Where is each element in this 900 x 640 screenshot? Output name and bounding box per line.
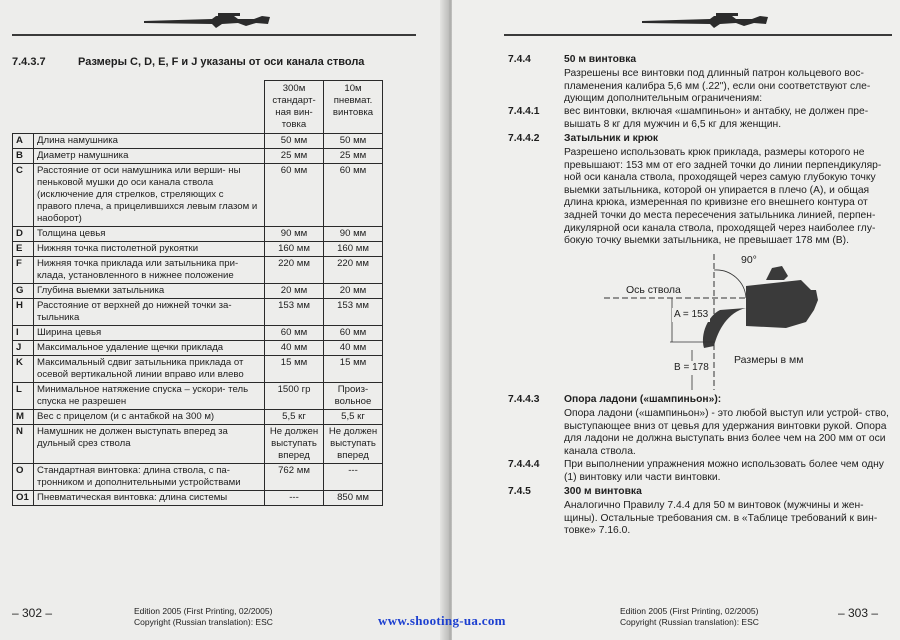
section-number: 7.4.4.3 bbox=[508, 394, 540, 405]
section-number: 7.4.4 bbox=[508, 54, 531, 65]
header-rule bbox=[504, 34, 892, 36]
row-description: Длина намушника bbox=[34, 134, 265, 149]
table-row bbox=[13, 326, 383, 341]
row-value-300m: 50 мм bbox=[265, 134, 324, 149]
row-value-300m: 25 мм bbox=[265, 149, 324, 164]
table-row bbox=[13, 227, 383, 242]
section-text: Опора ладони («шампиньон») - это любой выступ или устрой- ство, выступающее вниз от цевья для удержания винтовки рукой. Опора для ладони не должна выступать вниз более чем на 200 мм от оси канала ствола. bbox=[564, 408, 889, 457]
table-row bbox=[13, 284, 383, 299]
section-text: При выполнении упражнения можно использовать более чем одну (1) винтовку или части винтовки. bbox=[564, 459, 884, 483]
row-value-300m: 153 мм bbox=[265, 299, 324, 326]
table-row bbox=[13, 149, 383, 164]
section-heading bbox=[12, 56, 364, 68]
watermark-link[interactable]: www.shooting-ua.com bbox=[378, 613, 506, 628]
table-row bbox=[13, 410, 383, 425]
section-number: 7.4.4.4 bbox=[508, 459, 540, 470]
section-number: 7.4.3.7 bbox=[12, 56, 46, 68]
row-description: Минимальное натяжение спуска – ускори- тель спуска не разрешен bbox=[34, 383, 265, 410]
row-value-10m: 60 мм bbox=[324, 326, 383, 341]
row-key: M bbox=[13, 410, 34, 425]
section-number: 7.4.4.2 bbox=[508, 133, 540, 144]
table-row bbox=[13, 383, 383, 410]
row-value-300m: 40 мм bbox=[265, 341, 324, 356]
section-title: 50 м винтовка bbox=[564, 54, 637, 65]
copyright-text: Copyright (Russian translation): ESC bbox=[620, 617, 759, 627]
section-title: 300 м винтовка bbox=[564, 486, 642, 497]
row-value-300m: 20 мм bbox=[265, 284, 324, 299]
axis-label: Ось ствола bbox=[626, 284, 681, 296]
row-key: A bbox=[13, 134, 34, 149]
units-label: Размеры в мм bbox=[734, 354, 804, 366]
row-description: Глубина выемки затыльника bbox=[34, 284, 265, 299]
row-description: Ширина цевья bbox=[34, 326, 265, 341]
row-value-10m: 25 мм bbox=[324, 149, 383, 164]
row-key: B bbox=[13, 149, 34, 164]
row-key: F bbox=[13, 257, 34, 284]
table-row bbox=[13, 164, 383, 227]
page-number: – 302 – bbox=[12, 606, 53, 620]
row-value-10m: Произ- вольное bbox=[324, 383, 383, 410]
row-key: O1 bbox=[13, 491, 34, 506]
column-header-10m: 10м пневмат. винтовка bbox=[324, 81, 383, 134]
section-title: Затыльник и крюк bbox=[564, 133, 659, 144]
edition-text: Edition 2005 (First Printing, 02/2005) bbox=[620, 606, 759, 616]
row-description: Нижняя точка пистолетной рукоятки bbox=[34, 242, 265, 257]
table-header-row bbox=[13, 81, 383, 134]
table-row bbox=[13, 341, 383, 356]
row-value-10m: 15 мм bbox=[324, 356, 383, 383]
row-value-300m: 1500 гр bbox=[265, 383, 324, 410]
row-description: Стандартная винтовка: длина ствола, с па- тронником и дополнительными устройствами bbox=[34, 464, 265, 491]
section-text: вес винтовки, включая «шампиньон» и антабку, не должен пре- вышать 8 кг для мужчин и 6,5 кг для женщин. bbox=[564, 106, 869, 130]
row-key: L bbox=[13, 383, 34, 410]
row-description: Расстояние от верхней до нижней точки за- тыльника bbox=[34, 299, 265, 326]
dimensions-table bbox=[12, 80, 383, 506]
section-text: Разрешены все винтовки под длинный патрон кольцевого вос- пламенения калибра 5,6 мм (.22"), если они соответствуют сле- дующим дополнительным ограничениям: bbox=[564, 68, 871, 105]
row-key: H bbox=[13, 299, 34, 326]
header-rule bbox=[12, 34, 416, 36]
row-value-300m: Не должен выступать вперед bbox=[265, 425, 324, 464]
row-description: Намушник не должен выступать вперед за дульный срез ствола bbox=[34, 425, 265, 464]
row-key: J bbox=[13, 341, 34, 356]
table-row bbox=[13, 134, 383, 149]
angle-label: 90° bbox=[741, 254, 757, 266]
row-value-300m: 762 мм bbox=[265, 464, 324, 491]
table-row bbox=[13, 242, 383, 257]
row-description: Нижняя точка приклада или затыльника при- клада, установленного в нижнее положение bbox=[34, 257, 265, 284]
row-key: I bbox=[13, 326, 34, 341]
row-description: Расстояние от оси намушника или верши- ны пеньковой мушки до оси канала ствола (исключение для стрелков, стреляющих с правого плеча, а прицелившихся левым глазом и наоборот) bbox=[34, 164, 265, 227]
row-value-10m: 850 мм bbox=[324, 491, 383, 506]
row-value-10m: 50 мм bbox=[324, 134, 383, 149]
row-description: Диаметр намушника bbox=[34, 149, 265, 164]
row-value-10m: Не должен выступать вперед bbox=[324, 425, 383, 464]
section-text: Аналогично Правилу 7.4.4 для 50 м винтовок (мужчины и жен- щины). Остальные требования см. в «Таблице требований к вин- товке» 7.16.0. bbox=[564, 500, 878, 537]
row-description: Пневматическая винтовка: длина системы bbox=[34, 491, 265, 506]
row-value-300m: 60 мм bbox=[265, 326, 324, 341]
section-title: Размеры C, D, E, F и J указаны от оси канала ствола bbox=[78, 56, 365, 68]
dimension-b-label: B = 178 bbox=[674, 362, 709, 373]
section-text: Разрешено использовать крюк приклада, размеры которого не превышают: 153 мм от его задней точки до линии перпендикуляр- ной оси канала ствола, проходящей через самую глубокую точку выемки затыльника, которой он упирается в плечо (А), и общая длина крюка, измеренная по кривизне его внешнего контура от задней точки до места пересечения затыльника линией, перпен- дикулярной оси канала ствола, проходящей через наиболее глу- бокую точку выемки затыльника, не превышает 178 мм (В). bbox=[564, 147, 882, 247]
row-value-10m: 90 мм bbox=[324, 227, 383, 242]
section-number: 7.4.4.1 bbox=[508, 106, 540, 117]
row-key: G bbox=[13, 284, 34, 299]
row-value-300m: 220 мм bbox=[265, 257, 324, 284]
row-value-300m: 160 мм bbox=[265, 242, 324, 257]
row-description: Толщина цевья bbox=[34, 227, 265, 242]
row-value-10m: 160 мм bbox=[324, 242, 383, 257]
row-value-10m: 5,5 кг bbox=[324, 410, 383, 425]
table-row bbox=[13, 491, 383, 506]
row-key: K bbox=[13, 356, 34, 383]
row-value-10m: --- bbox=[324, 464, 383, 491]
row-value-300m: 90 мм bbox=[265, 227, 324, 242]
row-key: D bbox=[13, 227, 34, 242]
row-value-10m: 40 мм bbox=[324, 341, 383, 356]
buttplate-diagram bbox=[596, 250, 836, 397]
left-page bbox=[0, 0, 448, 640]
row-key: E bbox=[13, 242, 34, 257]
table-row bbox=[13, 425, 383, 464]
rifle-header-icon bbox=[640, 10, 772, 32]
section-title: Опора ладони («шампиньон»): bbox=[564, 394, 722, 405]
row-value-300m: --- bbox=[265, 491, 324, 506]
row-key: O bbox=[13, 464, 34, 491]
row-description: Вес с прицелом (и с антабкой на 300 м) bbox=[34, 410, 265, 425]
rifle-header-icon bbox=[142, 10, 274, 32]
row-key: N bbox=[13, 425, 34, 464]
table-row bbox=[13, 257, 383, 284]
table-row bbox=[13, 356, 383, 383]
row-value-300m: 15 мм bbox=[265, 356, 324, 383]
section-number: 7.4.5 bbox=[508, 486, 531, 497]
row-value-10m: 60 мм bbox=[324, 164, 383, 227]
row-description: Максимальный сдвиг затыльника приклада от осевой вертикальной линии вправо или влево bbox=[34, 356, 265, 383]
row-value-10m: 153 мм bbox=[324, 299, 383, 326]
row-value-10m: 220 мм bbox=[324, 257, 383, 284]
edition-text: Edition 2005 (First Printing, 02/2005) bbox=[134, 606, 273, 616]
row-key: C bbox=[13, 164, 34, 227]
copyright-text: Copyright (Russian translation): ESC bbox=[134, 617, 273, 627]
table-row bbox=[13, 299, 383, 326]
row-value-300m: 60 мм bbox=[265, 164, 324, 227]
row-description: Максимальное удаление щечки приклада bbox=[34, 341, 265, 356]
page-number: – 303 – bbox=[838, 606, 879, 620]
table-row bbox=[13, 464, 383, 491]
column-header-300m: 300м стандарт- ная вин- товка bbox=[265, 81, 324, 134]
row-value-10m: 20 мм bbox=[324, 284, 383, 299]
row-value-300m: 5,5 кг bbox=[265, 410, 324, 425]
dimension-a-label: A = 153 bbox=[674, 309, 709, 320]
